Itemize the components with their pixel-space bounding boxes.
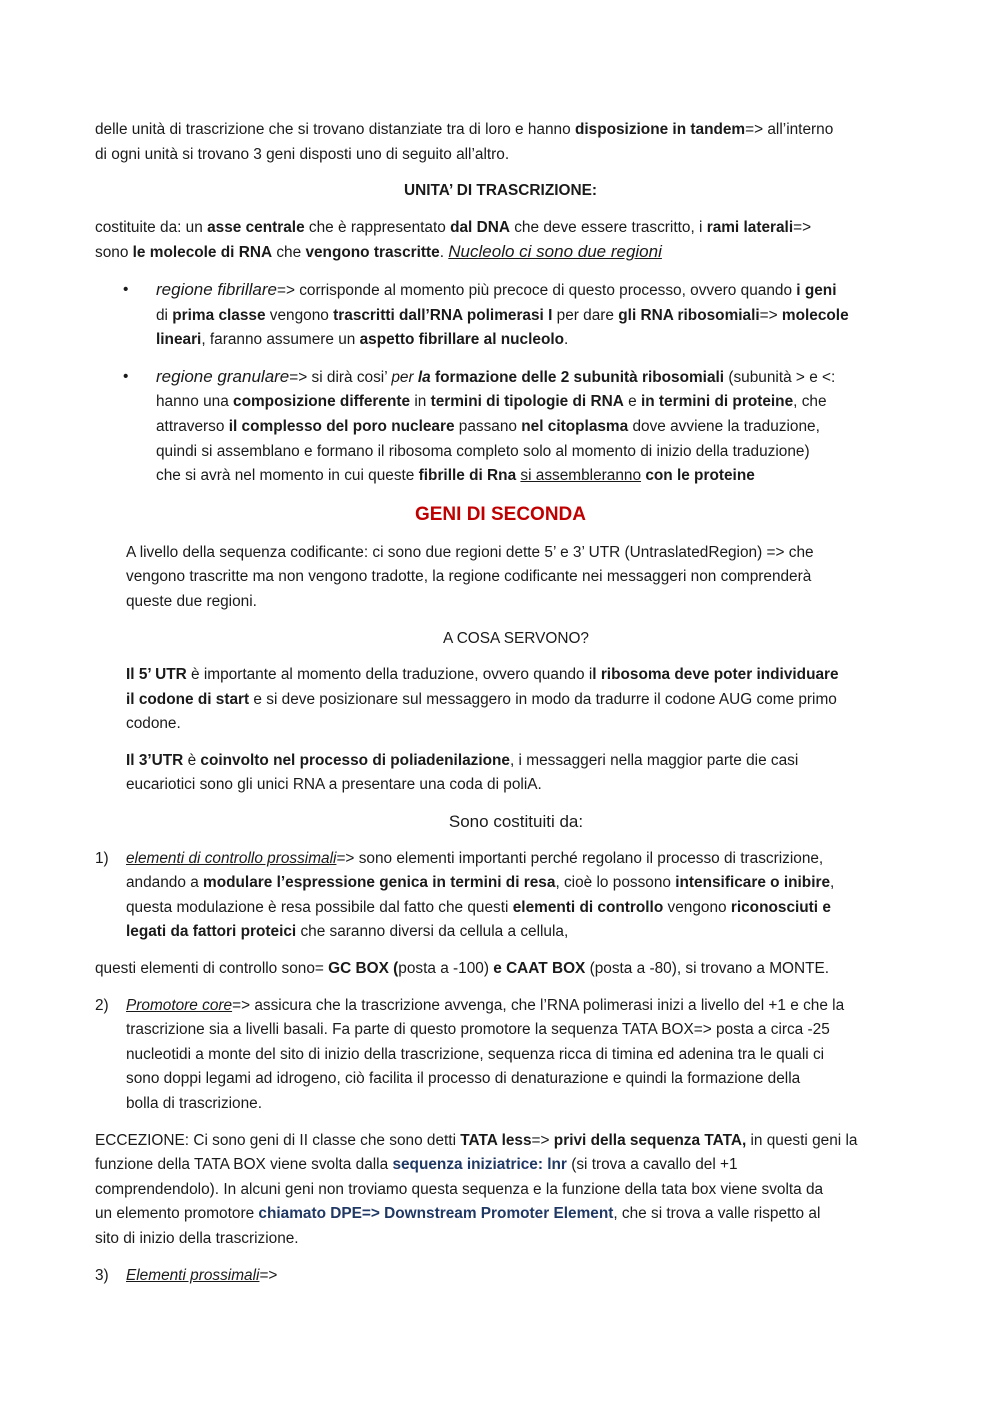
text-run: vengono — [265, 306, 334, 324]
italic-run: per — [391, 368, 418, 386]
text-run: in questi geni la — [746, 1131, 858, 1149]
bold-run: i geni — [796, 281, 837, 299]
utr5-paragraph — [95, 663, 906, 737]
text-run: funzione della TATA BOX viene svolta dalla — [95, 1156, 393, 1174]
text-run: , faranno assumere un — [201, 331, 360, 349]
bold-run: formazione delle 2 subunità ribosomiali — [430, 368, 725, 386]
text-run: => — [793, 218, 812, 236]
italic-underlined-run: Nucleolo ci sono due regioni — [448, 242, 662, 262]
utr3-paragraph — [95, 749, 906, 798]
text-run: vengono — [663, 898, 731, 916]
bold-run: e CAAT BOX — [493, 960, 586, 978]
text-run: => — [259, 1266, 278, 1284]
text-run: è importante al momento della traduzione, ovvero quando i — [186, 666, 593, 684]
bold-italic-run: la — [417, 368, 431, 386]
exception-paragraph — [95, 1129, 906, 1252]
text-line: eucariotici sono gli unici RNA a presentare una coda di poliA. — [126, 776, 542, 794]
text-run: , — [830, 874, 835, 892]
underlined-run: si assembleranno — [520, 467, 642, 485]
bold-run: dal DNA — [450, 218, 510, 236]
bold-run: asse centrale — [207, 218, 305, 236]
text-run: => — [759, 306, 782, 324]
term: regione granulare — [156, 366, 290, 386]
intro-paragraph — [95, 118, 906, 167]
number-marker: 1) — [95, 849, 109, 867]
number-marker: 3) — [95, 1266, 109, 1284]
text-line: sito di inizio della trascrizione. — [95, 1229, 299, 1247]
bold-run: in termini di proteine — [640, 393, 794, 411]
text-run: => — [531, 1131, 554, 1149]
bold-run: lineari — [156, 331, 202, 349]
text-run: , che si trova a valle rispetto al — [613, 1205, 821, 1223]
text-run: , i messaggeri nella maggior parte die casi — [510, 751, 799, 769]
bold-run: riconosciuti e — [730, 898, 831, 916]
text-run: posta a -100) — [398, 960, 494, 978]
bold-run: intensificare o inibire — [675, 874, 831, 892]
text-run: un elemento promotore — [95, 1205, 259, 1223]
text-run: , cioè lo possono — [555, 874, 676, 892]
list-item — [95, 365, 906, 489]
text-line: sono doppi legami ad idrogeno, ciò facilita il processo di denaturazione e quindi la formazione della — [126, 1070, 801, 1088]
text-run: che è rappresentato — [304, 218, 451, 236]
text-run: questa modulazione è resa possibile dal fatto che questi — [126, 898, 513, 916]
bold-run: fibrille di Rna — [418, 467, 517, 485]
text-run: in — [410, 393, 431, 411]
text-run: è — [183, 751, 201, 769]
boxes-paragraph — [95, 957, 906, 982]
highlight-run: sequenza iniziatrice: lnr — [392, 1156, 567, 1174]
list-item — [95, 278, 906, 353]
bold-run: prima classe — [172, 306, 266, 324]
bold-run: Il 3’UTR — [126, 751, 184, 769]
text-run: (posta a -80), si trovano a MONTE. — [585, 960, 830, 978]
bold-run: Il 5’ UTR — [126, 666, 187, 684]
section-title: GENI DI SECONDA — [414, 503, 587, 525]
text-run: che deve essere trascritto, i — [509, 218, 707, 236]
bold-run: trascritti dall’RNA polimerasi I — [333, 306, 553, 324]
text-run: , che — [793, 393, 827, 411]
bold-run: disposizione in tandem — [574, 121, 746, 138]
term: Promotore core — [126, 996, 233, 1014]
bold-run: TATA less — [460, 1131, 532, 1149]
text-line: nucleotidi a monte del sito di inizio della trascrizione, sequenza ricca di timina ed adenina tra le quali ci — [126, 1045, 825, 1063]
text-run: andando a — [126, 874, 204, 892]
numbered-item — [95, 1264, 906, 1289]
highlight-run: chiamato DPE=> Downstream Promoter Element — [258, 1205, 614, 1223]
bold-run: privi della sequenza TATA, — [553, 1131, 747, 1149]
question-heading: A COSA SERVONO? — [443, 629, 589, 647]
text-run: passano — [454, 417, 522, 435]
bold-run: con le proteine — [645, 467, 755, 485]
text-run: che saranno diversi da cellula a cellula, — [296, 923, 569, 941]
bold-run: GC BOX ( — [328, 960, 399, 978]
text-run: dove avviene la traduzione, — [628, 417, 820, 435]
text-line: comprendendolo). In alcuni geni non troviamo questa sequenza e la funzione della tata box viene svolta da — [95, 1180, 824, 1198]
text-run: costituite da: un — [95, 218, 208, 236]
bullet-marker: • — [123, 280, 129, 298]
text-line: bolla di trascrizione. — [126, 1095, 263, 1112]
bold-run: aspetto fibrillare al nucleolo — [359, 331, 565, 349]
text-run: che si avrà nel momento in cui queste — [156, 467, 419, 485]
text-run: (subunità > e <: — [724, 368, 836, 386]
bold-run: il complesso del poro nucleare — [228, 417, 455, 435]
text-run: => corrisponde al momento più precoce di questo processo, ovvero quando — [276, 281, 797, 299]
composed-heading: Sono costituiti da: — [448, 812, 584, 832]
number-marker: 2) — [95, 996, 109, 1014]
text-run: attraverso — [156, 417, 229, 435]
text-run: ECCEZIONE: Ci sono geni di II classe che sono detti — [95, 1131, 461, 1149]
bold-run: nel citoplasma — [521, 417, 629, 435]
heading-text: UNITA’ DI TRASCRIZIONE: — [404, 182, 597, 200]
numbered-item — [95, 847, 906, 945]
text-run: . — [564, 331, 569, 349]
text-run: di — [156, 306, 173, 324]
text-run: che — [272, 244, 306, 262]
bold-run: molecole — [781, 306, 849, 324]
text-run: e si deve posizionare sul messaggero in modo da tradurre il codone AUG come primo — [249, 690, 837, 708]
text-run: (si trova a cavallo del +1 — [566, 1156, 738, 1174]
text-line: queste due regioni. — [126, 592, 257, 610]
bold-run: modulare l’espressione genica in termini di resa — [203, 874, 556, 892]
bold-run: rami laterali — [706, 218, 794, 236]
text-line: quindi si assemblano e formano il ribosoma completo solo al momento di inizio della traduzione) — [156, 442, 810, 460]
text-run: questi elementi di controllo sono= — [95, 960, 329, 978]
bullet-marker: • — [123, 367, 129, 385]
term: regione fibrillare — [156, 279, 277, 299]
bold-run: le molecole di RNA — [132, 244, 273, 262]
text-run: => assicura che la trascrizione avvenga, che l’RNA polimerasi inizi a livello del +1 e che la — [232, 996, 845, 1014]
bold-run: elementi di controllo — [512, 898, 664, 916]
text-run: hanno una — [156, 393, 234, 411]
text-line: A livello della sequenza codificante: ci sono due regioni dette 5’ e 3’ UTR (UntraslatedRegion) => che — [126, 543, 814, 561]
bold-run: gli RNA ribosomiali — [618, 306, 760, 324]
bold-run: termini di tipologie di RNA — [430, 393, 624, 411]
term: Elementi prossimali — [126, 1266, 260, 1284]
bold-run: il codone di start — [126, 690, 250, 708]
bold-run: coinvolto nel processo di poliadenilazione — [200, 751, 510, 769]
text-run: per dare — [552, 306, 619, 324]
text-run: e — [623, 393, 641, 411]
text-run: => si dirà cosi’ — [289, 368, 392, 386]
bold-run: l ribosoma deve poter individuare — [592, 666, 839, 684]
unit-heading — [95, 179, 906, 204]
text-run: . — [439, 244, 449, 262]
utr-paragraph — [95, 541, 906, 615]
text-line: codone. — [126, 715, 181, 733]
text-run: => sono elementi importanti perché regolano il processo di trascrizione, — [336, 849, 824, 867]
bold-run: composizione differente — [233, 393, 411, 411]
text-run: => all’interno — [745, 121, 834, 138]
bold-run: legati da fattori proteici — [126, 923, 297, 941]
text-line: trascrizione sia a livelli basali. Fa parte di questo promotore la sequenza TATA BOX=> posta a circa -25 — [126, 1021, 830, 1039]
text-line: di ogni unità si trovano 3 geni disposti uno di seguito all’altro. — [95, 145, 510, 163]
term: elementi di controllo prossimali — [126, 849, 337, 867]
unit-paragraph — [95, 216, 906, 266]
text-line: vengono trascritte ma non vengono tradotte, la regione codificante nei messaggeri non comprenderà — [126, 568, 812, 586]
text-run: sono — [95, 244, 133, 262]
numbered-item — [95, 994, 906, 1117]
bold-run: vengono trascritte — [305, 244, 440, 262]
text-run: delle unità di trascrizione che si trovano distanziate tra di loro e hanno — [95, 121, 575, 138]
